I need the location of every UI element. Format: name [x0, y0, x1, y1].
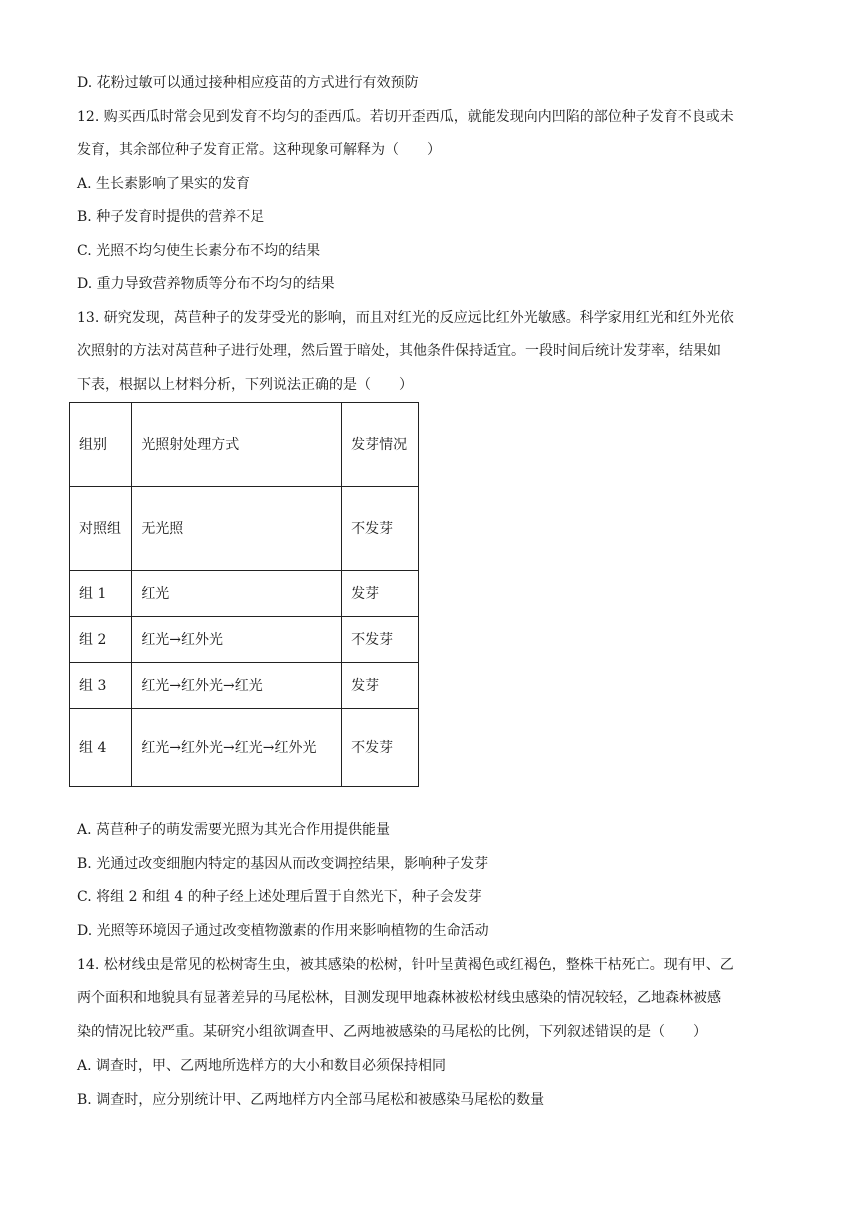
header-treatment: 光照射处理方式 — [132, 403, 342, 487]
q14-stem-line-1: 14. 松材线虫是常见的松树寄生虫，被其感染的松树，针叶呈黄褐色或红褐色，整株干枯死亡。现有甲、乙 — [77, 957, 734, 973]
cell-treatment: 红光→红外光→红光 — [132, 663, 342, 709]
q12-stem-line-2: 发育，其余部位种子发育正常。这种现象可解释为（ ） — [77, 142, 441, 158]
q14-option-b: B. 调查时，应分别统计甲、乙两地样方内全部马尾松和被感染马尾松的数量 — [77, 1092, 545, 1108]
q12-stem-line-1: 12. 购买西瓜时常会见到发育不均匀的歪西瓜。若切开歪西瓜，就能发现向内凹陷的部位种子发育不良或未 — [77, 109, 734, 125]
q12-option-c: C. 光照不均匀使生长素分布不均的结果 — [77, 243, 321, 259]
light-treatment-table — [69, 402, 419, 787]
cell-germination: 发芽 — [342, 571, 419, 617]
cell-germination: 不发芽 — [342, 487, 419, 571]
q12-option-a: A. 生长素影响了果实的发育 — [77, 176, 251, 192]
header-germination: 发芽情况 — [342, 403, 419, 487]
table-row — [70, 663, 419, 709]
q13-stem-line-2: 次照射的方法对莴苣种子进行处理，然后置于暗处，其他条件保持适宜。一段时间后统计发芽率，结果如 — [77, 343, 721, 359]
cell-treatment: 无光照 — [132, 487, 342, 571]
cell-group: 组 1 — [70, 571, 132, 617]
q14-stem-line-3: 染的情况比较严重。某研究小组欲调查甲、乙两地被感染的马尾松的比例，下列叙述错误的是（ ） — [77, 1024, 707, 1040]
q13-option-c: C. 将组 2 和组 4 的种子经上述处理后置于自然光下，种子会发芽 — [77, 889, 482, 905]
q12-option-d: D. 重力导致营养物质等分布不均匀的结果 — [77, 276, 335, 292]
table-row — [70, 571, 419, 617]
cell-group: 对照组 — [70, 487, 132, 571]
cell-treatment: 红光→红外光→红光→红外光 — [132, 709, 342, 787]
cell-germination: 不发芽 — [342, 709, 419, 787]
q12-option-b: B. 种子发育时提供的营养不足 — [77, 209, 265, 225]
cell-treatment: 红光 — [132, 571, 342, 617]
cell-treatment: 红光→红外光 — [132, 617, 342, 663]
cell-group: 组 3 — [70, 663, 132, 709]
cell-germination: 发芽 — [342, 663, 419, 709]
cell-germination: 不发芽 — [342, 617, 419, 663]
cell-group: 组 4 — [70, 709, 132, 787]
q13-stem-line-1: 13. 研究发现，莴苣种子的发芽受光的影响，而且对红光的反应远比红外光敏感。科学家用红光和红外光依 — [77, 310, 734, 326]
q13-stem-line-3: 下表，根据以上材料分析，下列说法正确的是（ ） — [77, 377, 413, 393]
q13-option-d: D. 光照等环境因子通过改变植物激素的作用来影响植物的生命活动 — [77, 923, 489, 939]
header-group: 组别 — [70, 403, 132, 487]
q13-option-a: A. 莴苣种子的萌发需要光照为其光合作用提供能量 — [77, 822, 391, 838]
table-row — [70, 487, 419, 571]
table-header-row — [70, 403, 419, 487]
cell-group: 组 2 — [70, 617, 132, 663]
table-row — [70, 709, 419, 787]
q14-stem-line-2: 两个面积和地貌具有显著差异的马尾松林，目测发现甲地森林被松材线虫感染的情况较轻，乙地森林被感 — [77, 990, 721, 1006]
q13-option-b: B. 光通过改变细胞内特定的基因从而改变调控结果，影响种子发芽 — [77, 856, 489, 872]
q11-option-d: D. 花粉过敏可以通过接种相应疫苗的方式进行有效预防 — [77, 75, 419, 91]
table-row — [70, 617, 419, 663]
q14-option-a: A. 调查时，甲、乙两地所选样方的大小和数目必须保持相同 — [77, 1058, 447, 1074]
